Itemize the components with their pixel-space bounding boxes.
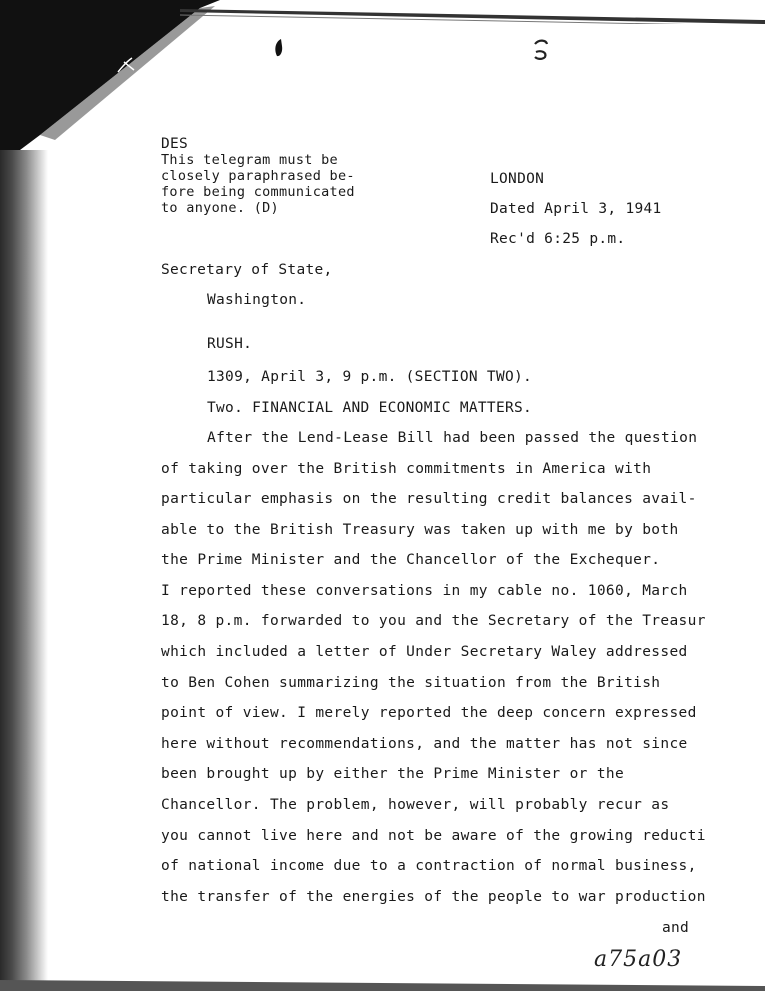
body-line: able to the British Treasury was taken up with me by both (161, 522, 679, 538)
dated-line: Dated April 3, 1941 (490, 201, 662, 217)
scan-left-edge (0, 150, 48, 991)
ink-mark (532, 38, 552, 62)
body-line: you cannot live here and not be aware of the growing reducti (161, 828, 706, 844)
body-line: of taking over the British commitments in America with (161, 461, 652, 477)
subject-line: Two. FINANCIAL AND ECONOMIC MATTERS. (207, 400, 533, 416)
addressee-name: Secretary of State, (161, 262, 333, 278)
body-line: which included a letter of Under Secretary Waley addressed (161, 644, 688, 660)
rush-line: RUSH. (207, 336, 253, 352)
body-line: to Ben Cohen summarizing the situation from the British (161, 675, 661, 691)
body-line: Chancellor. The problem, however, will probably recur as (161, 797, 670, 813)
des-code: DES (161, 136, 189, 152)
body-line: the Prime Minister and the Chancellor of the Exchequer. (161, 552, 661, 568)
scan-bottom-edge (0, 976, 765, 991)
received-line: Rec'd 6:25 p.m. (490, 231, 626, 247)
body-line: been brought up by either the Prime Minister or the (161, 766, 625, 782)
body-line: particular emphasis on the resulting credit balances avail- (161, 491, 697, 507)
paraphrase-note-line: This telegram must be (161, 152, 338, 168)
scan-top-edge (180, 6, 765, 24)
reference-line: 1309, April 3, 9 p.m. (SECTION TWO). (207, 369, 533, 385)
body-line: point of view. I merely reported the deep concern expressed (161, 705, 697, 721)
body-line: I reported these conversations in my cable no. 1060, March (161, 583, 688, 599)
paraphrase-note-line: fore being communicated (161, 184, 355, 200)
paraphrase-note-line: closely paraphrased be- (161, 168, 355, 184)
paraphrase-note-line: to anyone. (D) (161, 200, 279, 216)
body-line: the transfer of the energies of the people to war production (161, 889, 706, 905)
body-line: here without recommendations, and the matter has not since (161, 736, 688, 752)
handwritten-file-number: a75a03 (594, 947, 683, 972)
addressee-city: Washington. (207, 292, 307, 308)
body-line: After the Lend-Lease Bill had been passed the question (207, 430, 698, 446)
ink-mark (272, 38, 286, 58)
origin-city: LONDON (490, 171, 545, 187)
body-line: 18, 8 p.m. forwarded to you and the Secretary of the Treasur (161, 613, 706, 629)
body-line: of national income due to a contraction of normal business, (161, 858, 697, 874)
continuation-word: and (662, 920, 690, 936)
